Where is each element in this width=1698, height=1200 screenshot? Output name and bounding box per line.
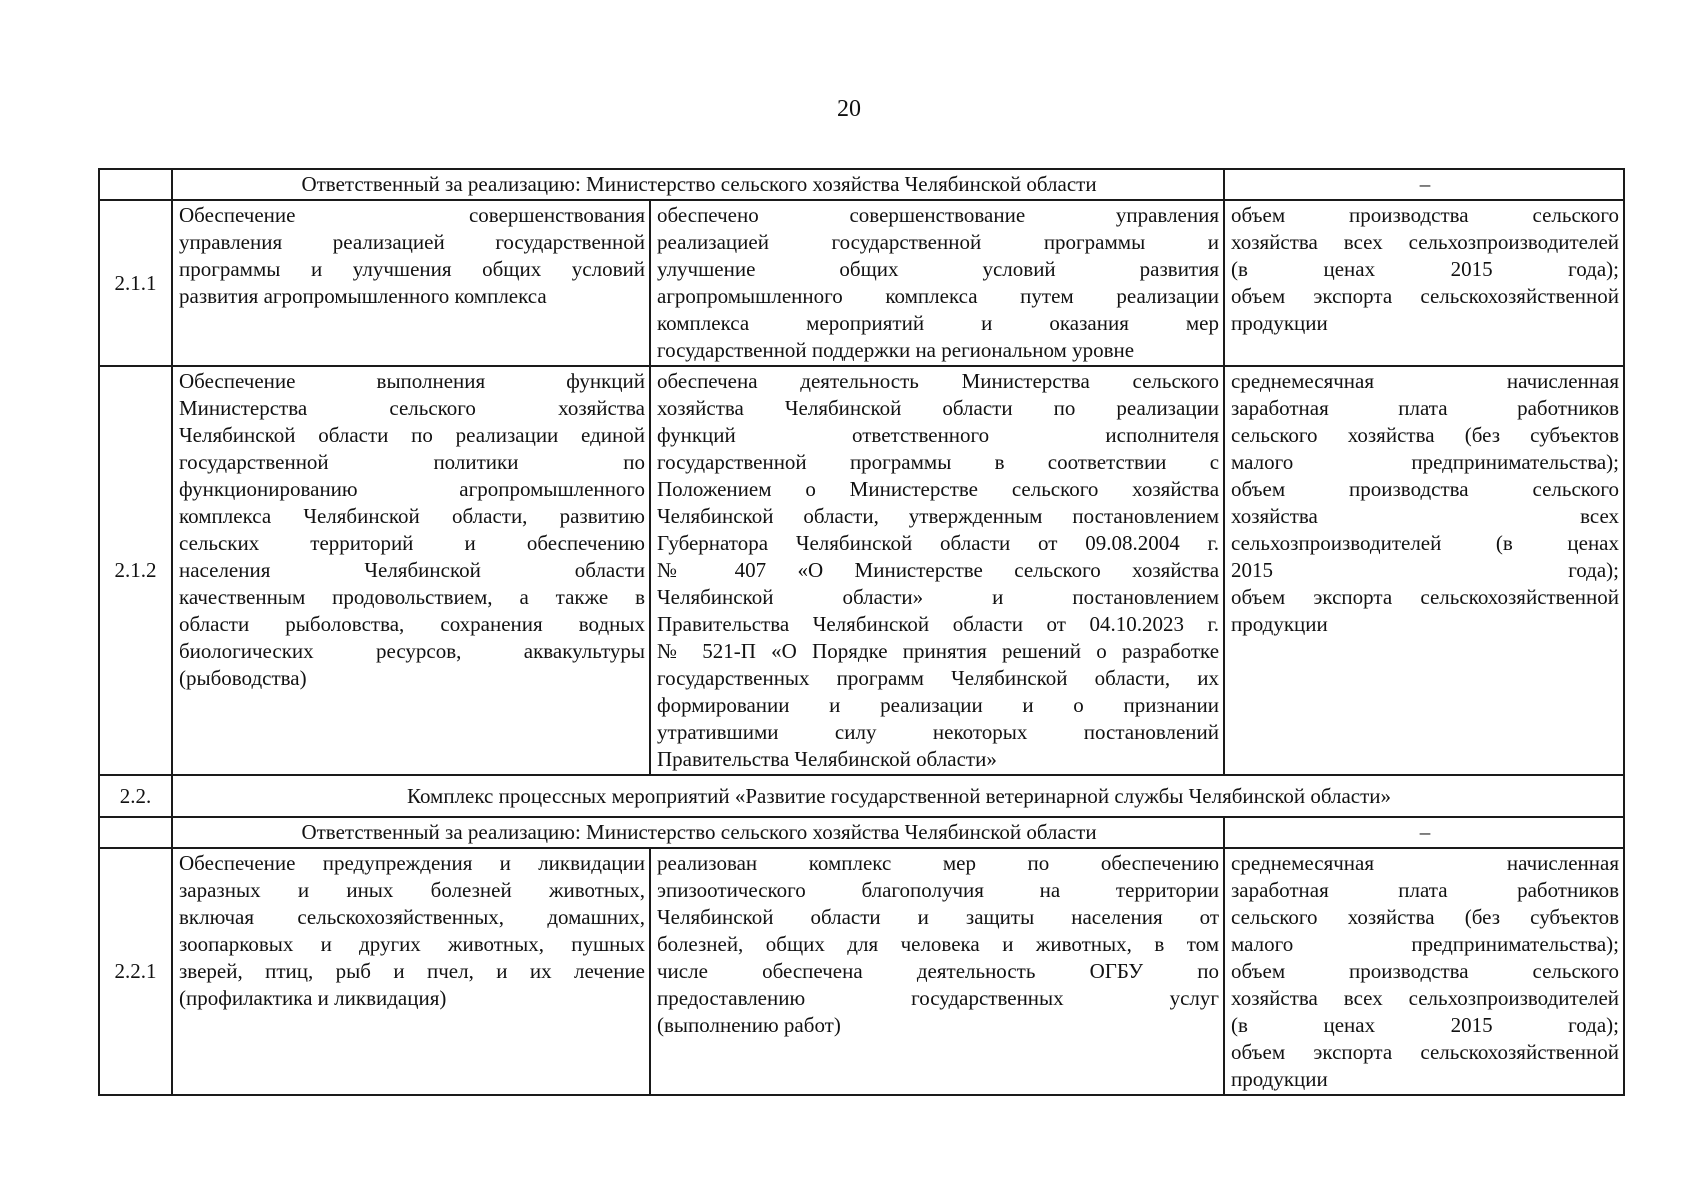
responsible-dash: –: [1224, 817, 1624, 848]
indicator-cell: [1224, 366, 1624, 775]
text-line: сельского хозяйства (без субъектов: [1231, 423, 1620, 447]
row-number: 2.2.: [99, 775, 172, 817]
text-line: среднемесячная начисленная: [1231, 851, 1620, 875]
text-line: объем производства сельского: [1231, 477, 1620, 501]
text-line: болезней, общих для человека и животных, в том: [657, 932, 1220, 956]
text-line: № 407 «О Министерстве сельского хозяйства: [657, 558, 1220, 582]
text-line: государственной политики по: [179, 450, 645, 474]
empty-num-cell: [99, 817, 172, 848]
text-line: хозяйства Челябинской области по реализации: [657, 396, 1220, 420]
text-line: заработная плата работников: [1231, 878, 1620, 902]
responsible-dash: –: [1224, 169, 1624, 200]
text-line: продукции: [1231, 1067, 1328, 1091]
text-line: объем производства сельского: [1231, 959, 1620, 983]
text-line: сельхозпроизводителей (в ценах: [1231, 531, 1620, 555]
text-line: качественным продовольствием, а также в: [179, 585, 645, 609]
text-line: государственной поддержки на региональном уровне: [657, 338, 1135, 362]
text-line: Обеспечение предупреждения и ликвидации: [179, 851, 645, 875]
text-line: сельского хозяйства (без субъектов: [1231, 905, 1620, 929]
text-line: хозяйства всех сельхозпроизводителей: [1231, 986, 1620, 1010]
text-line: зоопарковых и других животных, пушных: [179, 932, 645, 956]
text-line: населения Челябинской области: [179, 558, 645, 582]
text-line: сельских территорий и обеспечению: [179, 531, 645, 555]
indicator-cell: [1224, 848, 1624, 1095]
page-number: 20: [837, 96, 861, 122]
table-row-2-1-1: [99, 200, 1624, 366]
responsible-text: Ответственный за реализацию: Министерство сельского хозяйства Челябинской области: [172, 817, 1224, 848]
text-line: функций ответственного исполнителя: [657, 423, 1220, 447]
row-number: 2.1.2: [99, 366, 172, 775]
text-line: обеспечена деятельность Министерства сельского: [657, 369, 1220, 393]
text-line: комплекса Челябинской области, развитию: [179, 504, 645, 528]
text-line: развития агропромышленного комплекса: [179, 284, 547, 308]
responsible-row: [99, 169, 1624, 200]
text-line: зверей, птиц, рыб и пчел, и их лечение: [179, 959, 645, 983]
table-row-2-2-1: [99, 848, 1624, 1095]
text-line: функционированию агропромышленного: [179, 477, 645, 501]
text-line: объем экспорта сельскохозяйственной: [1231, 284, 1620, 308]
text-line: Обеспечение совершенствования: [179, 203, 645, 227]
text-line: Положением о Министерстве сельского хозяйства: [657, 477, 1220, 501]
text-line: (в ценах 2015 года);: [1231, 1013, 1620, 1037]
text-line: хозяйства всех сельхозпроизводителей: [1231, 230, 1620, 254]
text-line: объем производства сельского: [1231, 203, 1620, 227]
text-line: утратившими силу некоторых постановлений: [657, 720, 1220, 744]
text-line: Обеспечение выполнения функций: [179, 369, 645, 393]
text-line: (выполнению работ): [657, 1013, 841, 1037]
result-cell: [650, 366, 1224, 775]
text-line: числе обеспечена деятельность ОГБУ по: [657, 959, 1220, 983]
section-title: Комплекс процессных мероприятий «Развитие государственной ветеринарной службы Челябинской области»: [172, 775, 1624, 817]
text-line: формировании и реализации и о признании: [657, 693, 1220, 717]
row-number: 2.2.1: [99, 848, 172, 1095]
empty-num-cell: [99, 169, 172, 200]
responsible-row: [99, 817, 1624, 848]
text-line: Челябинской области и защиты населения от: [657, 905, 1220, 929]
text-line: улучшение общих условий развития: [657, 257, 1220, 281]
text-line: среднемесячная начисленная: [1231, 369, 1620, 393]
table-row-2-1-2: [99, 366, 1624, 775]
text-line: заразных и иных болезней животных,: [179, 878, 645, 902]
responsible-text: Ответственный за реализацию: Министерство сельского хозяйства Челябинской области: [172, 169, 1224, 200]
task-cell: [172, 200, 650, 366]
program-table: [98, 168, 1625, 1096]
text-line: Челябинской области» и постановлением: [657, 585, 1220, 609]
text-line: включая сельскохозяйственных, домашних,: [179, 905, 645, 929]
task-cell: [172, 366, 650, 775]
text-line: предоставлению государственных услуг: [657, 986, 1220, 1010]
text-line: реализацией государственной программы и: [657, 230, 1220, 254]
text-line: эпизоотического благополучия на территории: [657, 878, 1220, 902]
text-line: хозяйства всех: [1231, 504, 1620, 528]
text-line: заработная плата работников: [1231, 396, 1620, 420]
text-line: (профилактика и ликвидация): [179, 986, 447, 1010]
result-cell: [650, 848, 1224, 1095]
text-line: № 521-П «О Порядке принятия решений о разработке: [657, 639, 1220, 663]
text-line: объем экспорта сельскохозяйственной: [1231, 585, 1620, 609]
text-line: Челябинской области, утвержденным постановлением: [657, 504, 1220, 528]
text-line: государственной программы в соответствии с: [657, 450, 1220, 474]
text-line: 2015 года);: [1231, 558, 1620, 582]
text-line: Правительства Челябинской области от 04.10.2023 г.: [657, 612, 1220, 636]
text-line: реализован комплекс мер по обеспечению: [657, 851, 1220, 875]
text-line: обеспечено совершенствование управления: [657, 203, 1220, 227]
text-line: программы и улучшения общих условий: [179, 257, 645, 281]
text-line: продукции: [1231, 311, 1328, 335]
text-line: Губернатора Челябинской области от 09.08.2004 г.: [657, 531, 1220, 555]
row-number: 2.1.1: [99, 200, 172, 366]
text-line: агропромышленного комплекса путем реализации: [657, 284, 1220, 308]
section-row-2-2: [99, 775, 1624, 817]
text-line: государственных программ Челябинской области, их: [657, 666, 1220, 690]
task-cell: [172, 848, 650, 1095]
text-line: продукции: [1231, 612, 1328, 636]
indicator-cell: [1224, 200, 1624, 366]
text-line: Челябинской области по реализации единой: [179, 423, 645, 447]
result-cell: [650, 200, 1224, 366]
text-line: малого предпринимательства);: [1231, 450, 1620, 474]
text-line: (в ценах 2015 года);: [1231, 257, 1620, 281]
text-line: Правительства Челябинской области»: [657, 747, 997, 771]
text-line: объем экспорта сельскохозяйственной: [1231, 1040, 1620, 1064]
text-line: биологических ресурсов, аквакультуры: [179, 639, 645, 663]
text-line: Министерства сельского хозяйства: [179, 396, 645, 420]
text-line: малого предпринимательства);: [1231, 932, 1620, 956]
text-line: области рыболовства, сохранения водных: [179, 612, 645, 636]
text-line: (рыбоводства): [179, 666, 307, 690]
text-line: комплекса мероприятий и оказания мер: [657, 311, 1220, 335]
text-line: управления реализацией государственной: [179, 230, 645, 254]
